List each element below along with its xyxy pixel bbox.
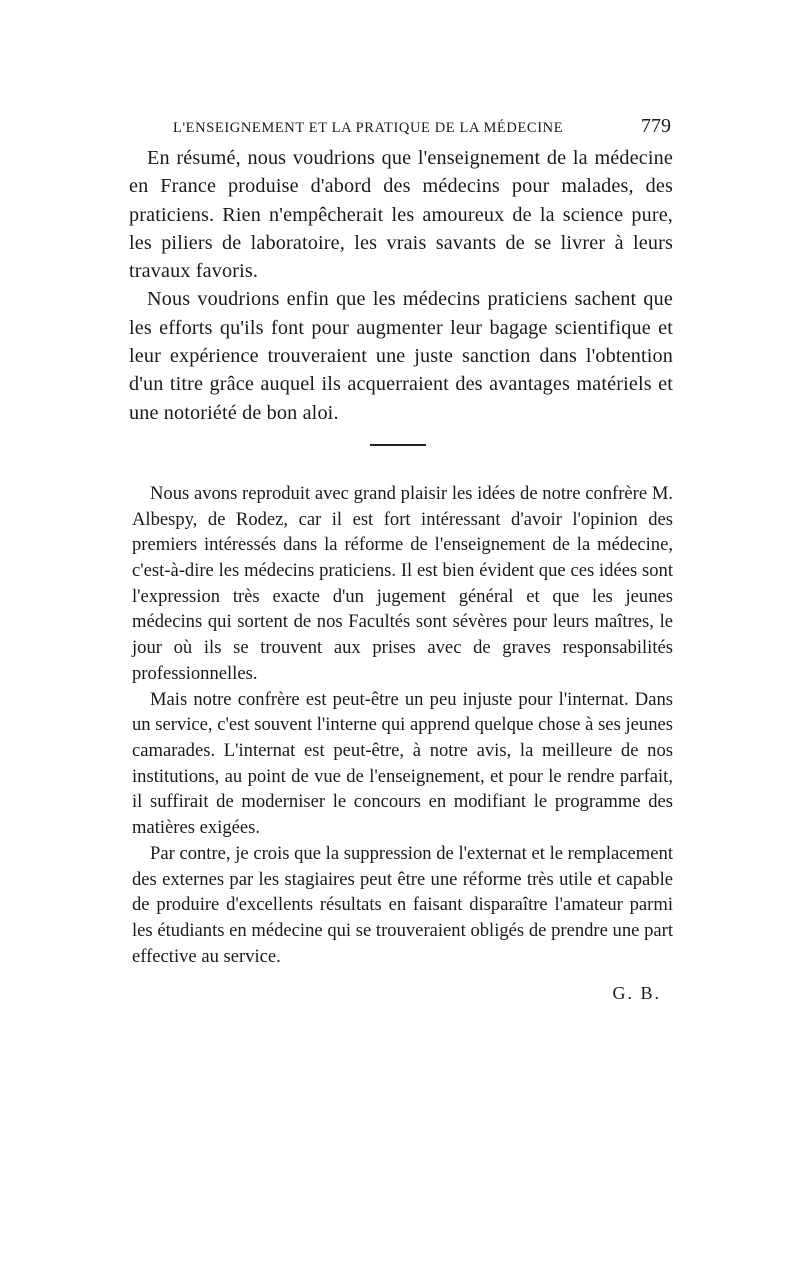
editorial-comment <box>132 481 673 1004</box>
book-page <box>129 112 673 1004</box>
paragraph: Nous voudrions enfin que les médecins praticiens sachent que les efforts qu'ils font pour augmenter leur bagage scientifique et leur expérience trouveraient une juste sanction dans l'obtention d'un titre grâce auquel ils acquerraient des avantages matériels et une notoriété de bon aloi. <box>129 288 673 424</box>
running-head-title: L'ENSEIGNEMENT ET LA PRATIQUE DE LA MÉDECINE <box>173 120 564 136</box>
paragraph: En résumé, nous voudrions que l'enseignement de la médecine en France produise d'abord des médecins pour malades, des praticiens. Rien n'empêcherait les amoureux de la science pure, les piliers de laboratoire, les vrais savants de se livrer à leurs travaux favoris. <box>129 147 673 283</box>
page-number: 779 <box>641 115 671 137</box>
paragraph: Mais notre confrère est peut-être un peu injuste pour l'internat. Dans un service, c'est souvent l'interne qui apprend quelque chose à ses jeunes camarades. L'internat est peut-être, à notre avis, la meilleure de nos institutions, au point de vue de l'enseignement, et pour le rendre parfait, il suffirait de moderniser le concours en modifiant le programme des matières exigées. <box>132 688 673 839</box>
author-signature: G. B. <box>612 983 661 1004</box>
paragraph: Par contre, je crois que la suppression de l'externat et le remplacement des externes par les stagiaires peut être une réforme très utile et capable de produire d'excellents résultats en faisant disparaître l'amateur parmi les étudiants en médecine qui se trouveraient obligés de prendre une part effective au service. <box>132 842 673 967</box>
article-conclusion <box>129 144 673 427</box>
running-head <box>129 112 673 144</box>
section-divider <box>370 444 426 446</box>
paragraph: Nous avons reproduit avec grand plaisir les idées de notre confrère M. Albespy, de Rodez, car il est fort intéressant d'avoir l'opinion des premiers intéressés dans la réforme de l'enseignement de la médecine, c'est-à-dire les médecins praticiens. Il est bien évident que ces idées sont l'expression très exacte d'un jugement général et que les jeunes médecins qui sortent de nos Facultés sont sévères pour leurs maîtres, le jour où ils se trouvent aux prises avec de graves responsabilités professionnelles. <box>132 482 673 684</box>
